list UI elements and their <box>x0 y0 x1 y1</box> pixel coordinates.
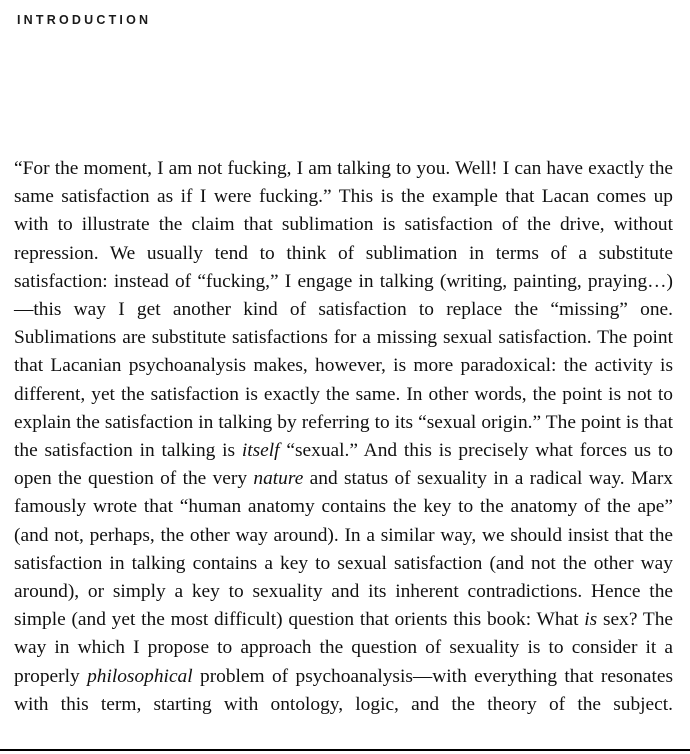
emphasis-italic: is <box>584 609 598 631</box>
body-run: and status of sexuality in a radical way. Marx famously wrote that “human anatomy contains the key to the anatomy of the ape” (and not, perhaps, the other way around). In a similar way, we should insist that the satisfaction in talking contains a key to sexual satisfaction (and not the other way around), or simply a key to sexuality and its inherent contradictions. Hence the simple (and yet the most difficult) question that orients this book: What <box>14 468 673 631</box>
page-bottom-rule <box>0 749 690 751</box>
body-paragraph <box>14 155 673 747</box>
body-run: sex? The way in which I propose to approach the question of sexuality is to consider it a properly <box>14 609 673 687</box>
body-run: “sexual.” And this is precisely what forces us to open the question of the very <box>14 440 673 490</box>
running-head-introduction: INTRODUCTION <box>17 13 152 27</box>
emphasis-italic: philosophical <box>87 665 193 687</box>
emphasis-italic: itself <box>241 440 280 462</box>
emphasis-italic: nature <box>253 468 304 490</box>
body-run: problem of psychoanalysis—with everything that resonates with this term, starting with ontology, logic, and the theory of the subject. <box>14 665 674 715</box>
body-text-block <box>14 155 673 747</box>
body-run: “For the moment, I am not fucking, I am talking to you. Well! I can have exactly the same satisfaction as if I were fucking.” This is the example that Lacan comes up with to illustrate the claim that sublimation is satisfaction of the drive, without repression. We usually tend to think of sublimation in terms of a substitute satisfaction: instead of “fucking,” I engage in talking (writing, painting, praying…)—this way I get another kind of satisfaction to replace the “missing” one. Sublimations are substitute satisfactions for a missing sexual satisfaction. The point that Lacanian psychoanalysis makes, however, is more paradoxical: the activity is different, yet the satisfaction is exactly the same. In other words, the point is not to explain the satisfaction in talking by referring to its “sexual origin.” The point is that the satisfaction in talking is <box>14 158 673 462</box>
